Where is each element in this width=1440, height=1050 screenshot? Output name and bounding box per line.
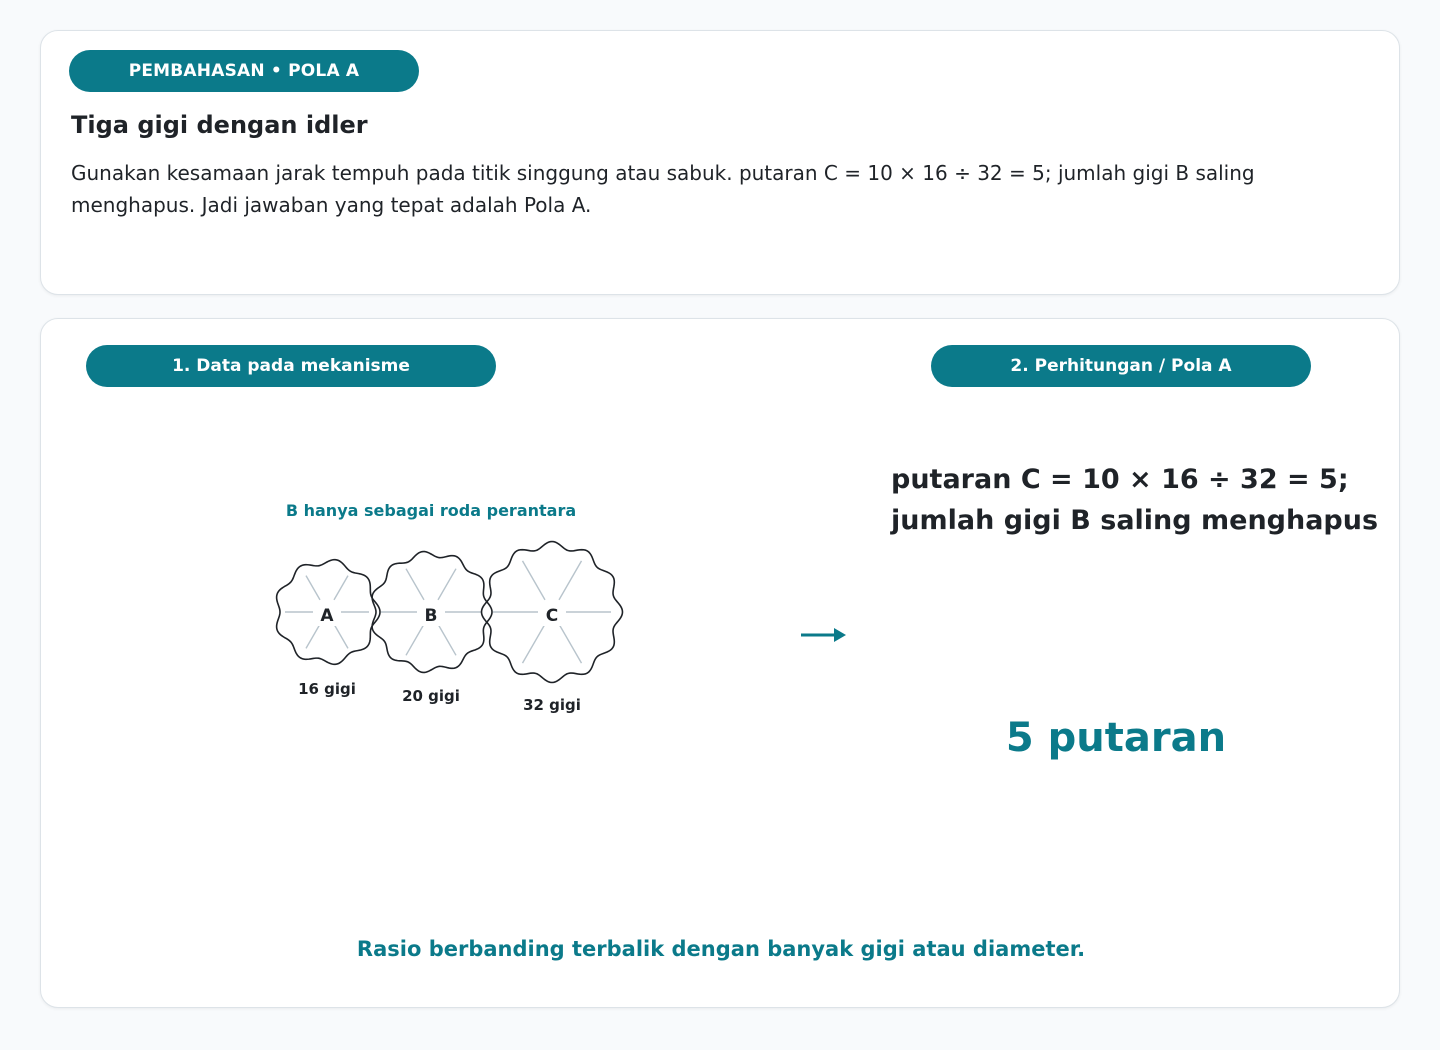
gear-b (372, 552, 492, 705)
gear-spoke (306, 624, 320, 648)
gear-spoke (334, 576, 348, 600)
gear-spoke (334, 624, 348, 648)
explanation-text: Gunakan kesamaan jarak tempuh pada titik singgung atau sabuk. putaran C = 10 × 16 ÷ 32 = 5; jumlah gigi B saling menghapus. Jadi jawaban yang tepat adalah Pola A. (71, 161, 1255, 217)
gear-a-label: A (320, 606, 334, 626)
gear-spoke (559, 624, 582, 663)
gear-spoke (406, 569, 424, 600)
gear-spoke (406, 624, 424, 655)
gear-spoke (523, 624, 546, 663)
explanation-title: Tiga gigi dengan idler (71, 111, 368, 139)
result-value: 5 putaran (1005, 715, 1227, 761)
gear-a-teeth: 16 gigi (298, 680, 356, 698)
gear-b-label: B (424, 606, 438, 626)
step2-label: 2. Perhitungan / Pola A (931, 345, 1311, 387)
calculation-line-2: jumlah gigi B saling menghapus (891, 505, 1379, 536)
step1-label: 1. Data pada mekanisme (86, 345, 496, 387)
arrow-right-icon (801, 628, 846, 642)
gear-spoke (438, 624, 456, 655)
gear-spoke (523, 561, 546, 600)
gear-c-teeth: 32 gigi (523, 696, 581, 714)
gear-spoke (559, 561, 582, 600)
footer-note: Rasio berbanding terbalik dengan banyak gigi atau diameter. (356, 937, 1086, 961)
gear-a (277, 560, 380, 698)
gear-diagram (41, 319, 1401, 1009)
calculation-line-1: putaran C = 10 × 16 ÷ 32 = 5; (891, 464, 1349, 495)
gear-c-label: C (545, 606, 559, 626)
gear-b-teeth: 20 gigi (402, 687, 460, 705)
explanation-card (40, 30, 1400, 295)
solution-panel (40, 318, 1400, 1008)
diagram-caption: B hanya sebagai roda perantara (285, 501, 577, 520)
gear-spoke (438, 569, 456, 600)
explanation-badge: PEMBAHASAN • POLA A (69, 50, 419, 92)
gear-spoke (306, 576, 320, 600)
gear-c (482, 542, 623, 715)
calculation (891, 459, 1378, 541)
